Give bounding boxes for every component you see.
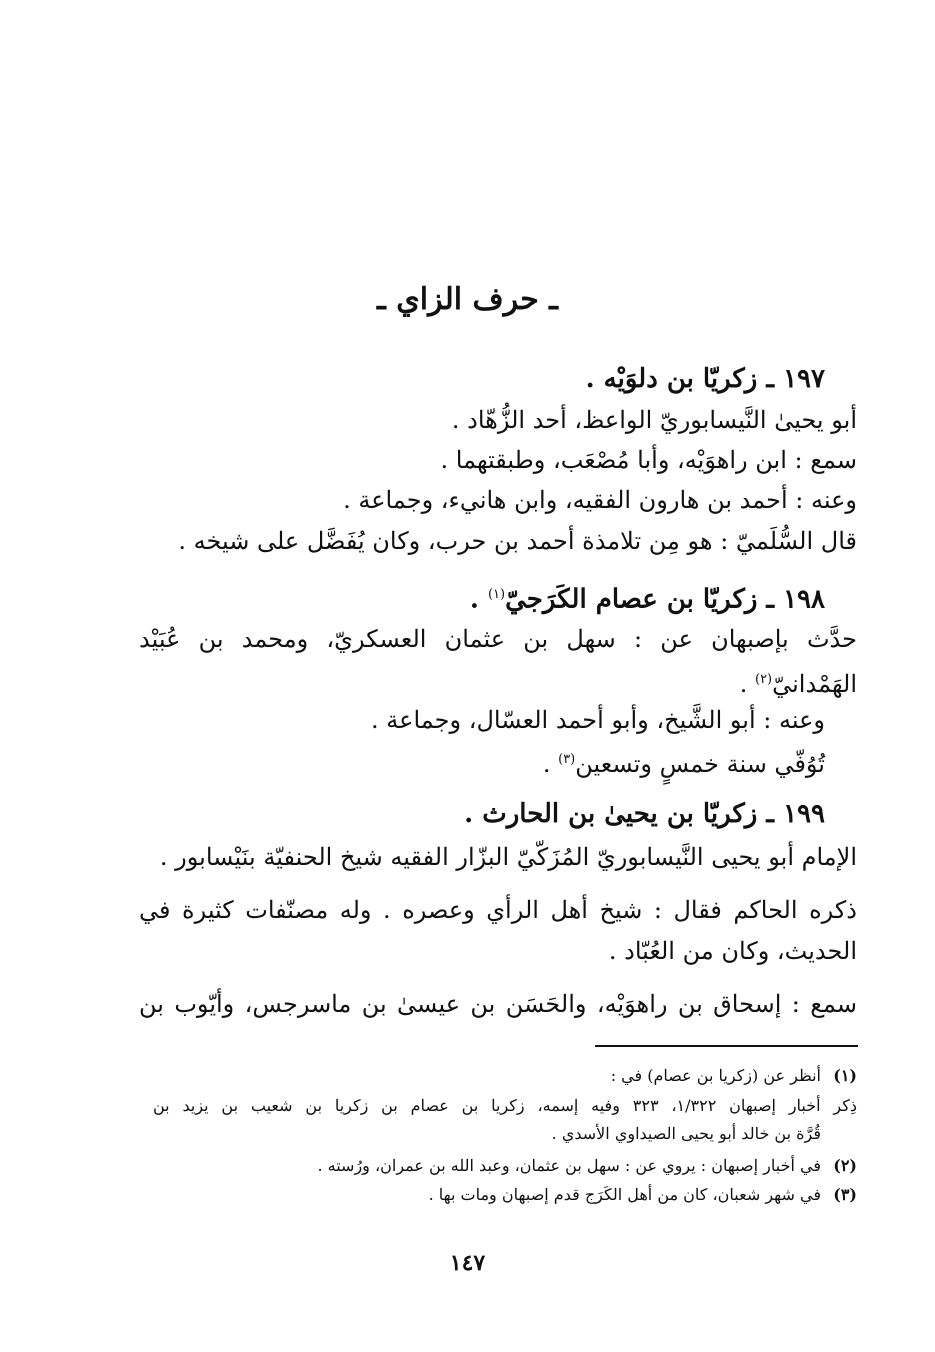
entry-198-line-4-end: . [542,750,559,778]
footnote-1-line-3: قُرَّة بن خالد أبو يحيى الصيداوي الأسدي . [551,1124,821,1143]
entry-197-line-2: سمع : ابن راهوَيْه، وأبا مُصْعَب، وطبقتهما . [440,446,857,474]
footnote-1-line-1: أنظر عن (زكريا بن عصام) في : [610,1066,821,1085]
entry-198-line-2 [740,663,857,701]
footnote-2-number: (٢) [833,1156,857,1175]
entry-198-line-3: وعنه : أبو الشَّيخ، وأبو أحمد العسّال، وجماعة . [371,706,825,734]
entry-197-line-4: قال السُّلَميّ : هو مِن تلامذة أحمد بن حرب، وكان يُفَضَّل على شيخه . [178,527,857,555]
entry-198-line-1: حدَّث بإصبهان عن : سهل بن عثمان العسكريّ، ومحمد بن عُبَيْد [139,625,857,653]
footnote-1 [611,1064,857,1088]
footnote-1-line-2: ذِكر أخبار إصبهان ١/٣٢٢، ٣٢٣ وفيه إسمه، زكريا بن عصام بن زكريا بن شعيب بن يزيد بن [153,1096,858,1115]
entry-198-line-2-end: . [739,670,755,698]
footnote-3-line-1: في شهر شعبان، كان من أهل الكَرَج قدم إصبهان ومات بها . [428,1185,821,1204]
entry-199-line-2: ذكره الحاكم فقال : شيخ أهل الرأي وعصره . وله مصنّفات كثيرة في [139,896,857,924]
footnote-separator [595,1045,858,1047]
footnote-2-line-1: في أخبار إصبهان : يروي عن : سهل بن عثمان، وعبد الله بن عمران، ورُسته . [317,1156,821,1175]
entry-197-header: ١٩٧ ـ زكريّا بن دلوَيْه . [585,364,825,394]
entry-198-line-4-text: تُوُفّي سنة خمسٍ وتسعين [575,750,825,778]
page-number: ١٤٧ [449,1250,486,1276]
entry-199-line-4: سمع : إسحاق بن راهوَيْه، والحَسَن بن عيسىٰ بن ماسرجس، وأيّوب بن [139,990,857,1018]
footnote-2 [317,1154,857,1178]
footnote-3 [429,1183,857,1207]
footnote-3-number: (٣) [833,1185,857,1204]
footnote-ref-2: (٢) [754,672,773,687]
entry-198-header-end: . [469,584,488,615]
entry-197-line-1: أبو يحيىٰ النَّيسابوريّ الواعظ، أحد الزُّهّاد . [451,406,857,434]
entry-199-header: ١٩٩ ـ زكريّا بن يحيىٰ بن الحارث . [464,799,825,829]
entry-199-line-3: الحديث، وكان من العُبّاد . [608,937,857,965]
entry-198-line-4 [543,743,825,781]
entry-199-line-1: الإمام أبو يحيى النَّيسابوريّ المُزَكّيّ البزّار الفقيه شيخ الحنفيّة بنَيْسابور . [159,843,857,871]
footnote-1-number: (١) [833,1066,857,1085]
entry-197-line-3: وعنه : أحمد بن هارون الفقيه، وابن هانيء، وجماعة . [343,486,857,514]
footnote-ref-1: (١) [487,587,506,602]
entry-198-line-2-text: الهَمْدانيّ [772,670,857,698]
entry-198-header [470,578,825,617]
entry-198-header-text: ١٩٨ ـ زكريّا بن عصام الكَرَجيّ [505,584,825,615]
footnote-ref-3: (٣) [558,752,576,767]
chapter-title: ـ حرف الزاي ـ [377,282,558,317]
